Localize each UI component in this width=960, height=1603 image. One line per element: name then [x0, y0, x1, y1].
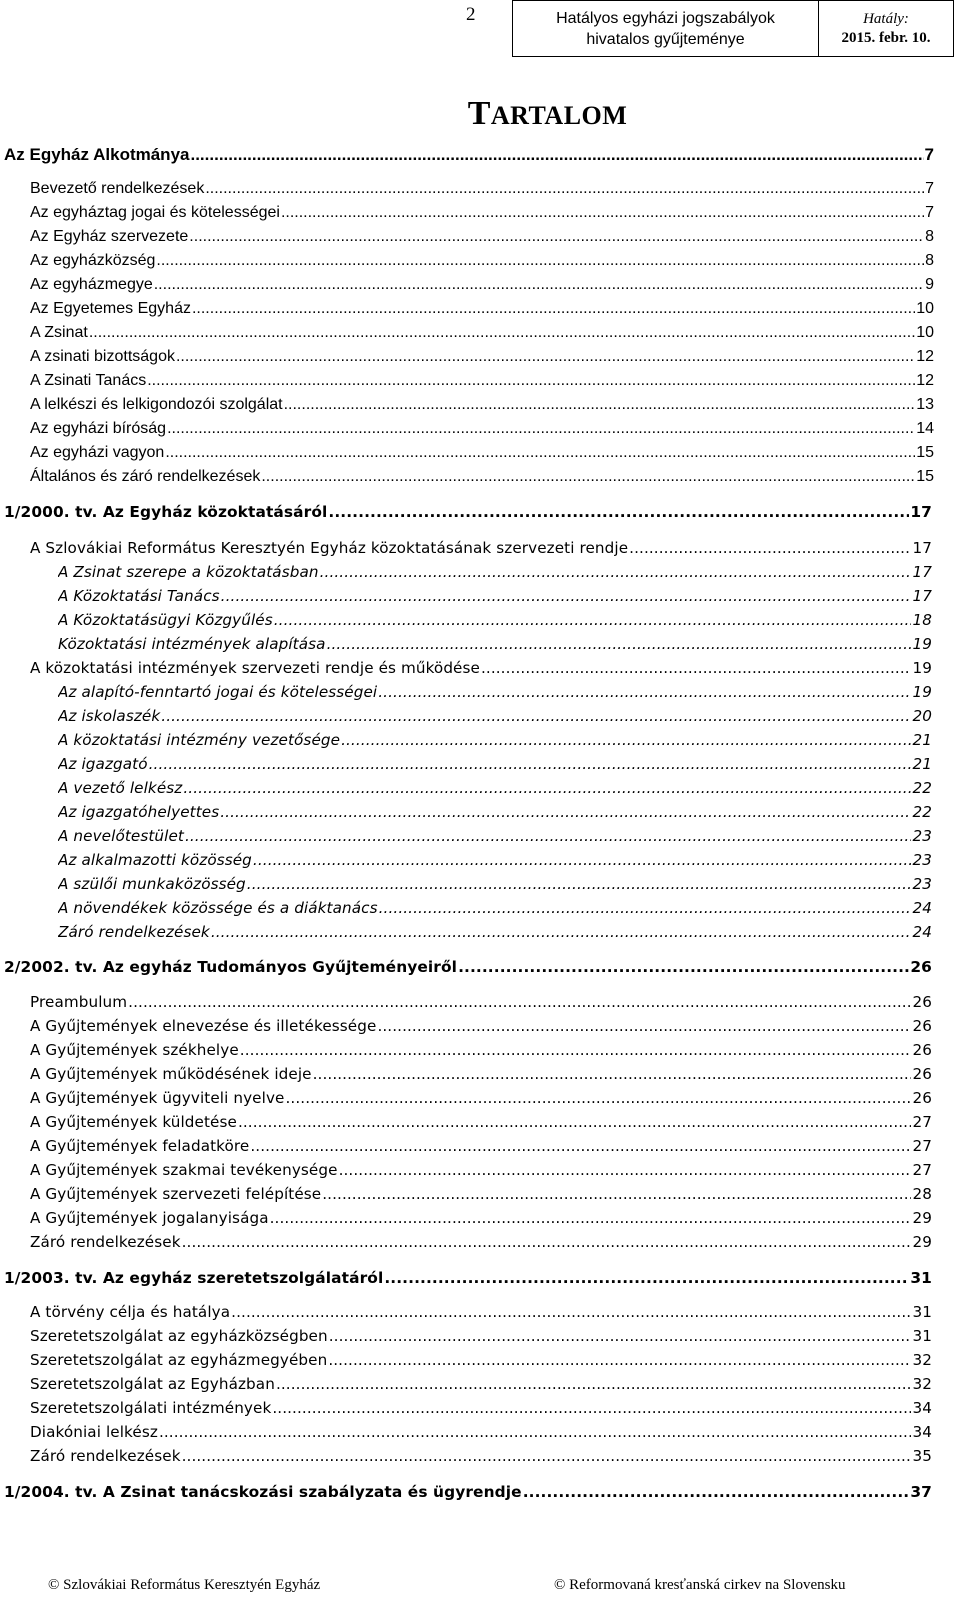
toc-entry[interactable] — [58, 560, 932, 582]
toc-dot-leader — [250, 1136, 911, 1156]
toc-entry[interactable] — [30, 1038, 932, 1060]
toc-entry-page: 8 — [925, 228, 934, 245]
toc-entry-page: 26 — [912, 1017, 932, 1035]
toc-entry[interactable] — [58, 896, 932, 918]
toc-dot-leader — [165, 443, 915, 463]
toc-entry-page: 31 — [912, 1327, 932, 1345]
toc-entry-page: 17 — [910, 503, 932, 521]
toc-dot-leader — [205, 179, 924, 199]
toc-entry[interactable] — [30, 297, 934, 319]
toc-dot-leader — [261, 467, 915, 487]
toc-entry[interactable] — [30, 1086, 932, 1108]
toc-entry-title: Általános és záró rendelkezések — [30, 468, 261, 485]
toc-entry[interactable] — [30, 1396, 932, 1418]
toc-entry-page: 24 — [912, 899, 932, 917]
toc-entry-page: 22 — [912, 803, 932, 821]
toc-entry-title: A Gyűjtemények székhelye — [30, 1041, 239, 1059]
toc-entry-page: 14 — [916, 420, 934, 437]
toc-entry-title: A Gyűjtemények szervezeti felépítése — [30, 1185, 322, 1203]
toc-heading — [0, 95, 960, 133]
toc-dot-leader — [192, 299, 915, 319]
toc-entry-page: 7 — [925, 204, 934, 221]
toc-dot-leader — [377, 1016, 911, 1036]
toc-dot-leader — [154, 275, 924, 295]
toc-entry-title: 1/2003. tv. Az egyház szeretetszolgálatáról — [4, 1269, 384, 1287]
toc-entry[interactable] — [30, 249, 934, 271]
toc-entry[interactable] — [30, 369, 934, 391]
toc-entry-page: 17 — [912, 539, 932, 557]
toc-entry-title: A zsinati bizottságok — [30, 348, 175, 365]
toc-dot-leader — [253, 850, 912, 870]
toc-entry[interactable] — [30, 1182, 932, 1204]
toc-entry[interactable] — [58, 608, 932, 630]
toc-entry[interactable] — [58, 872, 932, 894]
toc-entry[interactable] — [30, 177, 934, 199]
toc-entry-title: A növendékek közössége és a diáktanács — [58, 899, 378, 917]
toc-entry-title: A Zsinat szerepe a közoktatásban — [58, 563, 319, 581]
toc-dot-leader — [159, 1422, 912, 1442]
toc-entry-page: 13 — [916, 396, 934, 413]
toc-entry-title: A vezető lelkész — [58, 779, 183, 797]
toc-entry-page: 27 — [912, 1137, 932, 1155]
toc-entry-title: A Gyűjtemények szakmai tevékenysége — [30, 1161, 338, 1179]
toc-entry-page: 8 — [925, 252, 934, 269]
toc-entry-page: 26 — [910, 958, 932, 976]
toc-dot-leader — [240, 1040, 912, 1060]
toc-entry-title: A Gyűjtemények ügyviteli nyelve — [30, 1089, 285, 1107]
toc-entry-page: 15 — [916, 468, 934, 485]
toc-dot-leader — [147, 371, 915, 391]
toc-entry-page: 26 — [912, 993, 932, 1011]
toc-dot-leader — [128, 992, 911, 1012]
toc-dot-leader — [328, 502, 909, 522]
toc-entry-page: 32 — [912, 1375, 932, 1393]
toc-entry-page: 19 — [912, 635, 932, 653]
toc-entry-page: 31 — [910, 1269, 932, 1287]
effective-label: Hatály: — [863, 10, 909, 27]
toc-dot-leader — [161, 706, 911, 726]
toc-entry-title: 1/2004. tv. A Zsinat tanácskozási szabályzata és ügyrendje — [4, 1483, 522, 1501]
toc-entry-page: 23 — [912, 851, 932, 869]
toc-entry-title: Az igazgatóhelyettes — [58, 803, 220, 821]
toc-entry-page: 27 — [912, 1161, 932, 1179]
toc-entry-title: A lelkészi és lelkigondozói szolgálat — [30, 396, 283, 413]
toc-entry[interactable] — [58, 752, 932, 774]
toc-dot-leader — [329, 1326, 912, 1346]
effective-date-value: 2015. febr. 10. — [841, 29, 931, 46]
toc-entry-title: Az egyházi bíróság — [30, 420, 167, 437]
toc-dot-leader — [238, 1112, 912, 1132]
toc-dot-leader — [247, 874, 912, 894]
toc-entry-page: 18 — [912, 611, 932, 629]
toc-entry-page: 10 — [916, 324, 934, 341]
toc-entry-title: A Szlovákiai Református Keresztyén Egyház közoktatásának szervezeti rendje — [30, 539, 629, 557]
toc-entry-page: 29 — [912, 1233, 932, 1251]
toc-entry-page: 21 — [912, 731, 932, 749]
toc-entry[interactable] — [4, 500, 932, 522]
toc-dot-leader — [270, 1208, 912, 1228]
toc-entry-page: 24 — [912, 923, 932, 941]
toc-dot-leader — [481, 658, 912, 678]
toc-dot-leader — [176, 347, 915, 367]
toc-dot-leader — [89, 323, 915, 343]
toc-entry-title: Az alapító-fenntartó jogai és kötelességei — [58, 683, 378, 701]
toc-dot-leader — [190, 145, 923, 165]
toc-entry-title: 2/2002. tv. Az egyház Tudományos Gyűjteményeiről — [4, 958, 458, 976]
toc-dot-leader — [149, 754, 912, 774]
toc-entry-title: A közoktatási intézmény vezetősége — [58, 731, 341, 749]
toc-entry-page: 15 — [916, 444, 934, 461]
toc-entry[interactable] — [30, 1158, 932, 1180]
toc-dot-leader — [328, 1350, 911, 1370]
toc-entry[interactable] — [58, 704, 932, 726]
toc-entry-title: Közoktatási intézmények alapítása — [58, 635, 326, 653]
toc-entry-title: A Gyűjtemények küldetése — [30, 1113, 237, 1131]
toc-dot-leader — [327, 634, 912, 654]
toc-entry-page: 7 — [924, 145, 934, 164]
toc-entry[interactable] — [58, 920, 932, 942]
toc-entry[interactable] — [30, 1110, 932, 1132]
toc-entry[interactable] — [30, 1444, 932, 1466]
toc-dot-leader — [458, 957, 909, 977]
toc-entry[interactable] — [58, 800, 932, 822]
toc-entry-page: 28 — [912, 1185, 932, 1203]
toc-entry[interactable] — [58, 632, 932, 654]
toc-dot-leader — [379, 898, 912, 918]
toc-entry[interactable] — [30, 273, 934, 295]
toc-dot-leader — [211, 922, 912, 942]
toc-entry[interactable] — [30, 1420, 932, 1442]
toc-entry[interactable] — [30, 1230, 932, 1252]
toc-entry-title: A Közoktatásügyi Közgyűlés — [58, 611, 273, 629]
header-title-line1: Hatályos egyházi jogszabályok — [556, 9, 775, 27]
toc-entry[interactable] — [58, 824, 932, 846]
toc-entry[interactable] — [30, 1206, 932, 1228]
toc-entry-title: Záró rendelkezések — [30, 1447, 181, 1465]
toc-entry-page: 9 — [925, 276, 934, 293]
toc-dot-leader — [313, 1064, 912, 1084]
toc-entry-title: Záró rendelkezések — [58, 923, 210, 941]
toc-entry-page: 34 — [912, 1423, 932, 1441]
toc-entry-title: Szeretetszolgálati intézmények — [30, 1399, 272, 1417]
toc-entry-title: Az egyházközség — [30, 252, 156, 269]
toc-entry-page: 26 — [912, 1065, 932, 1083]
toc-entry-title: A Zsinat — [30, 324, 88, 341]
toc-entry-page: 26 — [912, 1089, 932, 1107]
toc-entry-title: Diakóniai lelkész — [30, 1423, 158, 1441]
toc-entry-page: 7 — [925, 180, 934, 197]
toc-entry[interactable] — [30, 393, 934, 415]
toc-entry-title: A Gyűjtemények feladatköre — [30, 1137, 250, 1155]
toc-dot-leader — [629, 538, 911, 558]
toc-entry[interactable] — [4, 143, 934, 165]
toc-dot-leader — [182, 1232, 912, 1252]
toc-entry-page: 23 — [912, 875, 932, 893]
toc-entry-page: 22 — [912, 779, 932, 797]
toc-entry[interactable] — [30, 1372, 932, 1394]
toc-entry-title: A Gyűjtemények elnevezése és illetékessége — [30, 1017, 377, 1035]
toc-dot-leader — [274, 610, 912, 630]
toc-dot-leader — [231, 1302, 911, 1322]
toc-dot-leader — [378, 682, 911, 702]
toc-entry-page: 31 — [912, 1303, 932, 1321]
toc-entry-title: A Gyűjtemények működésének ideje — [30, 1065, 312, 1083]
toc-dot-leader — [384, 1268, 909, 1288]
toc-entry[interactable] — [30, 417, 934, 439]
toc-entry[interactable] — [4, 1480, 932, 1502]
toc-entry-title: A közoktatási intézmények szervezeti rendje és működése — [30, 659, 480, 677]
toc-entry-page: 21 — [912, 755, 932, 773]
toc-entry-title: A törvény célja és hatálya — [30, 1303, 231, 1321]
toc-entry-page: 26 — [912, 1041, 932, 1059]
toc-entry[interactable] — [30, 441, 934, 463]
toc-entry[interactable] — [30, 536, 932, 558]
toc-dot-leader — [284, 395, 916, 415]
toc-entry-title: Az Egyetemes Egyház — [30, 300, 191, 317]
toc-entry-title: Szeretetszolgálat az egyházmegyében — [30, 1351, 328, 1369]
toc-dot-leader — [276, 1374, 912, 1394]
toc-entry-page: 17 — [912, 587, 932, 605]
toc-heading-initial: T — [467, 95, 491, 132]
toc-entry-page: 10 — [916, 300, 934, 317]
toc-entry-title: A Zsinati Tanács — [30, 372, 147, 389]
toc-entry-title: Szeretetszolgálat az Egyházban — [30, 1375, 275, 1393]
toc-entry-page: 29 — [912, 1209, 932, 1227]
toc-entry[interactable] — [30, 321, 934, 343]
page-number: 2 — [466, 4, 476, 25]
toc-entry[interactable] — [58, 776, 932, 798]
toc-dot-leader — [156, 251, 924, 271]
toc-entry[interactable] — [30, 201, 934, 223]
toc-dot-leader — [272, 1398, 911, 1418]
header-title — [513, 1, 819, 56]
toc-dot-leader — [341, 730, 911, 750]
toc-dot-leader — [185, 826, 912, 846]
header-box — [512, 0, 954, 57]
toc-entry-page: 12 — [916, 348, 934, 365]
toc-entry[interactable] — [4, 1266, 932, 1288]
toc-dot-leader — [182, 1446, 912, 1466]
toc-heading-rest: ARTALOM — [490, 101, 628, 130]
toc-entry[interactable] — [58, 584, 932, 606]
toc-dot-leader — [221, 586, 912, 606]
toc-entry[interactable] — [30, 345, 934, 367]
toc-entry-title: Záró rendelkezések — [30, 1233, 181, 1251]
toc-entry[interactable] — [30, 990, 932, 1012]
toc-entry-title: Szeretetszolgálat az egyházközségben — [30, 1327, 328, 1345]
toc-entry-title: Az egyházi vagyon — [30, 444, 165, 461]
toc-entry-title: Az Egyház Alkotmánya — [4, 145, 190, 164]
toc-entry-title: Preambulum — [30, 993, 128, 1011]
toc-entry-title: A Gyűjtemények jogalanyisága — [30, 1209, 269, 1227]
toc-dot-leader — [339, 1160, 912, 1180]
toc-entry[interactable] — [4, 955, 932, 977]
toc-entry-title: Az egyházmegye — [30, 276, 153, 293]
toc-dot-leader — [322, 1184, 911, 1204]
toc-dot-leader — [281, 203, 924, 223]
toc-entry-title: A nevelőtestület — [58, 827, 184, 845]
toc-entry[interactable] — [30, 225, 934, 247]
toc-entry-title: Az alkalmazotti közösség — [58, 851, 252, 869]
toc-entry-page: 19 — [912, 683, 932, 701]
toc-entry-title: Az Egyház szervezete — [30, 228, 189, 245]
footer-right: © Reformovaná kresťanská cirkev na Slovensku — [554, 1577, 846, 1593]
toc-entry-page: 32 — [912, 1351, 932, 1369]
toc-entry[interactable] — [30, 1134, 932, 1156]
toc-entry[interactable] — [58, 680, 932, 702]
toc-entry[interactable] — [30, 1324, 932, 1346]
toc-entry-title: Bevezető rendelkezések — [30, 180, 205, 197]
toc-entry-title: Az egyháztag jogai és kötelességei — [30, 204, 280, 221]
toc-entry[interactable] — [30, 1348, 932, 1370]
toc-dot-leader — [189, 227, 924, 247]
toc-entry-page: 19 — [912, 659, 932, 677]
toc-entry[interactable] — [30, 1062, 932, 1084]
header-title-line2: hivatalos gyűjteménye — [586, 30, 745, 48]
toc-entry-page: 35 — [912, 1447, 932, 1465]
toc-entry-title: Az igazgató — [58, 755, 148, 773]
toc-entry[interactable] — [30, 465, 934, 487]
toc-entry-title: 1/2000. tv. Az Egyház közoktatásáról — [4, 503, 328, 521]
toc-dot-leader — [523, 1482, 910, 1502]
toc-entry[interactable] — [30, 1300, 932, 1322]
toc-entry-title: A szülői munkaközösség — [58, 875, 246, 893]
toc-entry-page: 12 — [916, 372, 934, 389]
toc-entry[interactable] — [58, 728, 932, 750]
header-effective-date — [819, 1, 953, 56]
toc-entry-title: Az iskolaszék — [58, 707, 161, 725]
toc-entry-page: 20 — [912, 707, 932, 725]
toc-dot-leader — [167, 419, 915, 439]
toc-entry-page: 17 — [912, 563, 932, 581]
toc-entry[interactable] — [58, 848, 932, 870]
toc-entry-page: 34 — [912, 1399, 932, 1417]
toc-dot-leader — [183, 778, 911, 798]
toc-dot-leader — [285, 1088, 911, 1108]
toc-entry[interactable] — [30, 1014, 932, 1036]
footer-left: © Szlovákiai Református Keresztyén Egyház — [48, 1577, 321, 1593]
toc-entry-page: 23 — [912, 827, 932, 845]
toc-entry-page: 37 — [910, 1483, 932, 1501]
toc-entry-page: 27 — [912, 1113, 932, 1131]
toc-entry[interactable] — [30, 656, 932, 678]
toc-entry-title: A Közoktatási Tanács — [58, 587, 220, 605]
toc-dot-leader — [320, 562, 912, 582]
toc-dot-leader — [220, 802, 911, 822]
